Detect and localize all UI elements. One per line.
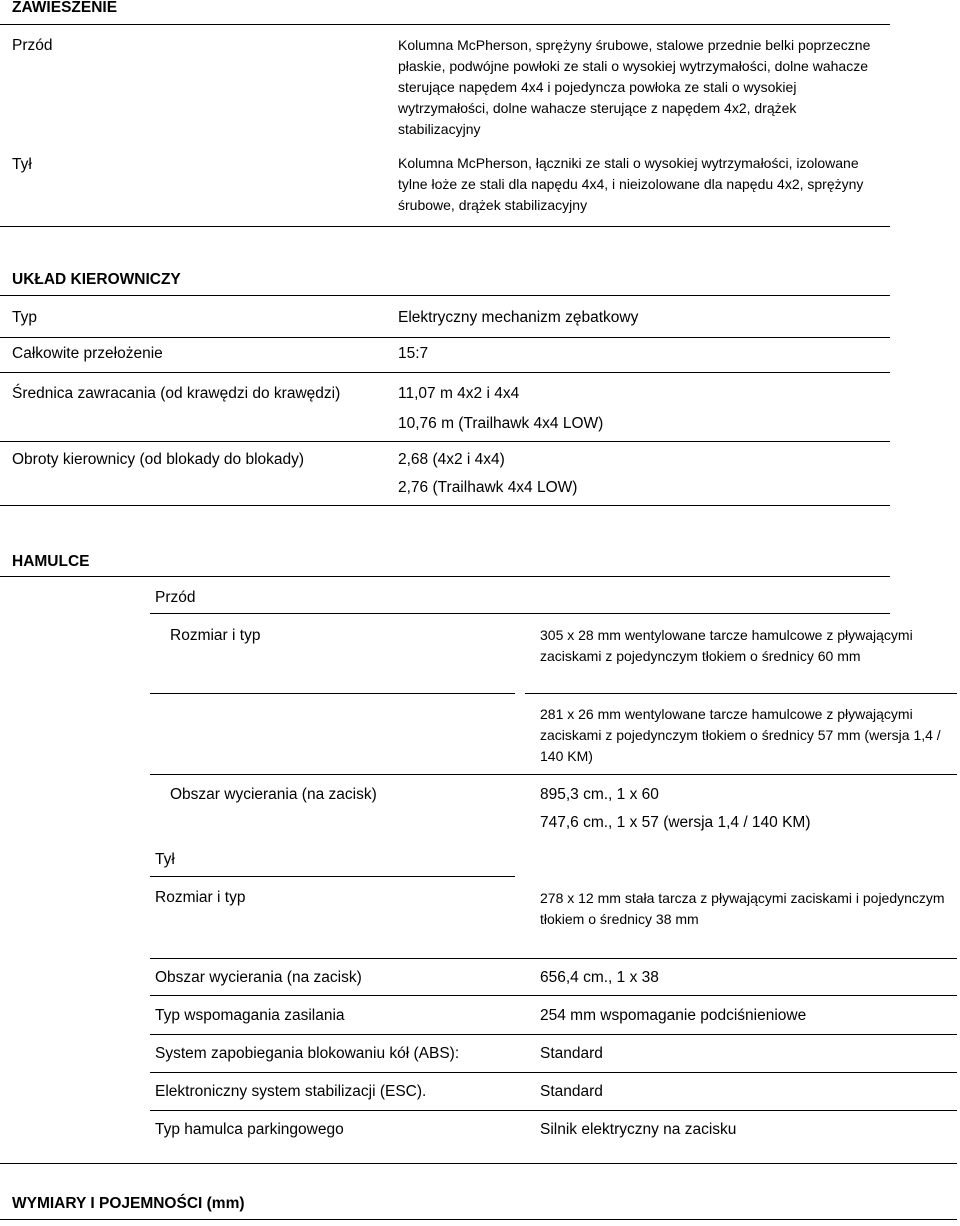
steering-turning-value-2: 10,76 m (Trailhawk 4x4 LOW) <box>398 415 604 432</box>
brakes-rear-swept-label: Obszar wycierania (na zacisk) <box>155 969 362 986</box>
divider <box>150 774 957 775</box>
suspension-title: ZAWIESZENIE <box>12 0 118 16</box>
divider <box>525 693 957 694</box>
divider <box>0 505 890 506</box>
divider <box>0 441 890 442</box>
brakes-title: HAMULCE <box>12 553 90 570</box>
brakes-esc-label: Elektroniczny system stabilizacji (ESC). <box>155 1083 427 1100</box>
divider <box>0 295 890 296</box>
steering-type-label: Typ <box>12 309 37 326</box>
divider <box>150 958 957 959</box>
suspension-rear-value: Kolumna McPherson, łączniki ze stali o wysokiej wytrzymałości, izolowane tylne łoże ze stali dla napędu 4x4, i nieizolowane dla napędu 4x2, sprężyny śrubowe, drążek stabilizacyjny <box>398 155 864 213</box>
steering-turns-label: Obroty kierownicy (od blokady do blokady) <box>12 451 305 468</box>
divider <box>150 613 890 614</box>
divider <box>0 226 890 227</box>
divider <box>0 1163 957 1164</box>
brakes-rear-size-value: 278 x 12 mm stała tarcza z pływającymi zaciskami i pojedynczym tłokiem o średnicy 38 mm <box>540 890 945 927</box>
divider <box>0 24 890 25</box>
brakes-rear-swept-value: 656,4 cm., 1 x 38 <box>540 969 659 986</box>
divider <box>150 1034 957 1035</box>
brakes-booster-label: Typ wspomagania zasilania <box>155 1007 345 1024</box>
brakes-rear-label: Tył <box>155 851 175 868</box>
divider <box>0 372 890 373</box>
brakes-abs-value: Standard <box>540 1045 603 1062</box>
brakes-booster-value: 254 mm wspomaganie podciśnieniowe <box>540 1007 807 1024</box>
brakes-front-size-value-1: 305 x 28 mm wentylowane tarcze hamulcowe z pływającymi zaciskami z pojedynczym tłokiem o średnicy 60 mm <box>540 627 913 664</box>
steering-type-value: Elektryczny mechanizm zębatkowy <box>398 309 639 326</box>
brakes-front-size-value-2: 281 x 26 mm wentylowane tarcze hamulcowe z pływającymi zaciskami z pojedynczym tłokiem o średnicy 57 mm (wersja 1,4 / 140 KM) <box>540 706 941 764</box>
divider <box>0 337 890 338</box>
steering-turning-label: Średnica zawracania (od krawędzi do krawędzi) <box>12 385 341 402</box>
brakes-parking-label: Typ hamulca parkingowego <box>155 1121 344 1138</box>
divider <box>150 1072 957 1073</box>
suspension-front-label: Przód <box>12 37 53 54</box>
divider <box>150 876 515 877</box>
steering-ratio-value: 15:7 <box>398 345 429 362</box>
steering-ratio-label: Całkowite przełożenie <box>12 345 163 362</box>
suspension-front-value: Kolumna McPherson, sprężyny śrubowe, stalowe przednie belki poprzeczne płaskie, podwójne powłoki ze stali o wysokiej wytrzymałości, dolne wahacze sterujące napędem 4x4 i pojedyncza powłoka ze stali o wysokiej wytrzymałości, dolne wahacze sterujące z napędem 4x2, drążek stabilizacyjny <box>398 37 871 137</box>
divider <box>150 693 515 694</box>
steering-turns-value-1: 2,68 (4x2 i 4x4) <box>398 451 505 468</box>
suspension-rear-label: Tył <box>12 156 32 173</box>
steering-turning-value-1: 11,07 m 4x2 i 4x4 <box>398 385 520 402</box>
brakes-front-size-label: Rozmiar i typ <box>170 627 261 644</box>
steering-turns-value-2: 2,76 (Trailhawk 4x4 LOW) <box>398 479 578 496</box>
divider <box>150 995 957 996</box>
brakes-parking-value: Silnik elektryczny na zacisku <box>540 1121 737 1138</box>
divider <box>0 1219 957 1220</box>
dimensions-title: WYMIARY I POJEMNOŚCI (mm) <box>12 1195 245 1212</box>
divider <box>150 1110 957 1111</box>
brakes-abs-label: System zapobiegania blokowaniu kół (ABS): <box>155 1045 460 1062</box>
brakes-front-label: Przód <box>155 589 196 606</box>
steering-title: UKŁAD KIEROWNICZY <box>12 271 181 288</box>
brakes-esc-value: Standard <box>540 1083 603 1100</box>
brakes-front-swept-value-2: 747,6 cm., 1 x 57 (wersja 1,4 / 140 KM) <box>540 814 811 831</box>
brakes-front-swept-label: Obszar wycierania (na zacisk) <box>170 786 377 803</box>
divider <box>0 576 890 577</box>
brakes-rear-size-label: Rozmiar i typ <box>155 889 246 906</box>
brakes-front-swept-value-1: 895,3 cm., 1 x 60 <box>540 786 659 803</box>
